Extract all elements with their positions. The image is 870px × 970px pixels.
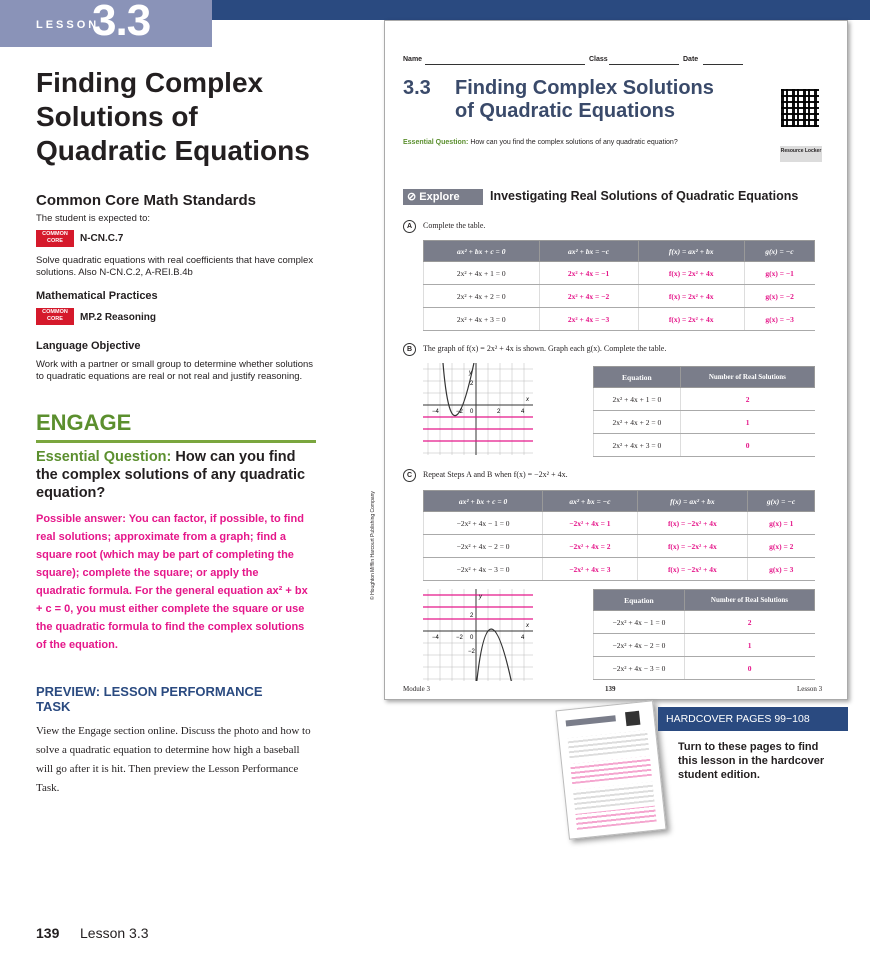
graph-2	[423, 589, 533, 681]
date-line	[703, 64, 743, 65]
answer-cell: 2	[684, 611, 814, 634]
graph-1	[423, 363, 533, 455]
table-cell: −2x² + 4x − 1 = 0	[594, 611, 685, 634]
answer-cell: g(x) = 3	[748, 558, 815, 581]
table-cell: −2x² + 4x − 2 = 0	[594, 634, 685, 657]
table-cell: 2x² + 4x + 2 = 0	[424, 285, 540, 308]
hardcover-text: Turn to these pages to find this lesson in the hardcover student edition.	[678, 741, 825, 781]
answer-cell: 0	[684, 657, 814, 680]
copyright-credit: © Houghton Mifflin Harcourt Publishing Company	[370, 491, 376, 600]
tick-label: 2	[497, 409, 501, 415]
step-c-icon: C	[403, 469, 416, 482]
eq-label: Essential Question:	[36, 449, 172, 465]
name-line	[425, 64, 585, 65]
step-a-text: Complete the table.	[423, 221, 486, 230]
explore-title: Investigating Real Solutions of Quadratic Equations	[490, 189, 799, 203]
answer-cell: f(x) = −2x² + 4x	[637, 512, 747, 535]
engage-heading: ENGAGE	[36, 410, 132, 435]
table-row	[594, 434, 815, 457]
tick-label: 0	[470, 635, 474, 641]
compass-icon: ⊘	[407, 191, 417, 203]
table-row	[424, 512, 815, 535]
table-cell: 2x² + 4x + 2 = 0	[594, 411, 681, 434]
step-b-icon: B	[403, 343, 416, 356]
resource-locker[interactable]: Resource Locker	[780, 146, 822, 162]
common-core-badge-2: COMMON CORE	[36, 308, 74, 325]
table-cell: −2x² + 4x − 2 = 0	[424, 535, 543, 558]
worksheet-number: 3.3	[403, 77, 431, 99]
answer-cell: f(x) = −2x² + 4x	[637, 535, 747, 558]
axis-label-x: x	[526, 397, 529, 403]
table-row	[424, 535, 815, 558]
answer-cell: f(x) = 2x² + 4x	[638, 308, 744, 331]
answer-cell: 2	[680, 388, 814, 411]
language-heading: Language Objective	[36, 340, 141, 352]
table-a	[423, 240, 815, 331]
tick-label: 2	[470, 381, 474, 387]
possible-answer: Possible answer: You can factor, if possible, to find real solutions; approximate from a graph; find a square root (which may be part of completing the square); complete the square; or apply the quadratic formula. For the general equation ax² + bx + c = 0, you must either complete the square or use the quadratic formula to find the complex solutions of the equation.	[36, 513, 308, 651]
table-b	[593, 366, 815, 457]
table-row	[594, 611, 815, 634]
col-header: f(x) = ax² + bx	[637, 491, 747, 512]
table-row	[594, 411, 815, 434]
worksheet-page	[384, 20, 848, 700]
worksheet-title-line1: Finding Complex Solutions	[455, 77, 714, 99]
worksheet-page-number: 139	[605, 685, 616, 693]
answer-cell: f(x) = 2x² + 4x	[638, 262, 744, 285]
tick-label: 0	[470, 409, 474, 415]
answer-cell: 0	[680, 434, 814, 457]
answer-cell: 1	[684, 634, 814, 657]
step-c-text: Repeat Steps A and B when f(x) = −2x² + 4x.	[423, 470, 568, 479]
col-header: ax² + bx = −c	[539, 241, 638, 262]
explore-text: Explore	[419, 191, 460, 203]
step-b-text: The graph of f(x) = 2x² + 4x is shown. Graph each g(x). Complete the table.	[423, 344, 667, 353]
tick-label: −2	[468, 649, 475, 655]
table-d	[593, 589, 815, 680]
standards-heading: Common Core Math Standards	[36, 192, 257, 209]
practice-code: MP.2 Reasoning	[80, 312, 156, 323]
worksheet-eq-label: Essential Question:	[403, 139, 469, 146]
hardcover-thumbnail	[555, 700, 666, 840]
class-line	[609, 64, 679, 65]
table-row	[594, 388, 815, 411]
worksheet-title-line2: of Quadratic Equations	[455, 100, 676, 122]
practices-heading: Mathematical Practices	[36, 290, 158, 302]
table-row	[424, 558, 815, 581]
answer-cell: g(x) = −3	[744, 308, 814, 331]
lesson-number: 3.3	[92, 0, 151, 45]
tick-label: −4	[432, 409, 439, 415]
answer-cell: 2x² + 4x = −3	[539, 308, 638, 331]
worksheet-lesson-label: Lesson 3	[797, 685, 823, 693]
tick-label: 2	[470, 613, 474, 619]
tick-label: 4	[521, 409, 525, 415]
common-core-badge: COMMON CORE	[36, 230, 74, 247]
axis-label-y: y	[479, 594, 482, 600]
answer-cell: −2x² + 4x = 2	[543, 535, 637, 558]
table-cell: −2x² + 4x − 3 = 0	[424, 558, 543, 581]
essential-question	[36, 448, 316, 502]
tick-label: 4	[521, 635, 525, 641]
col-header: g(x) = −c	[744, 241, 814, 262]
footer-lesson: Lesson 3.3	[80, 925, 149, 941]
answer-cell: g(x) = 1	[748, 512, 815, 535]
col-header: Number of Real Solutions	[680, 367, 814, 388]
tick-label: −2	[456, 635, 463, 641]
table-cell: 2x² + 4x + 3 = 0	[424, 308, 540, 331]
footer-page-number: 139	[36, 925, 60, 941]
module-label: Module 3	[403, 685, 431, 693]
standard-description: Solve quadratic equations with real coefficients that have complex solutions. Also N-CN.C.2, A-REI.B.4b	[36, 255, 314, 278]
col-header: f(x) = ax² + bx	[638, 241, 744, 262]
preview-heading: PREVIEW: LESSON PERFORMANCE TASK	[36, 684, 263, 714]
table-cell: 2x² + 4x + 1 = 0	[594, 388, 681, 411]
col-header: Equation	[594, 590, 685, 611]
col-header: Number of Real Solutions	[684, 590, 814, 611]
answer-cell: f(x) = 2x² + 4x	[638, 285, 744, 308]
table-cell: −2x² + 4x − 1 = 0	[424, 512, 543, 535]
standard-code: N-CN.C.7	[80, 233, 124, 244]
answer-cell: g(x) = 2	[748, 535, 815, 558]
table-row	[594, 657, 815, 680]
axis-label-x: x	[526, 623, 529, 629]
lesson-tab	[0, 0, 212, 47]
eq-text: How can you find the complex solutions of any quadratic equation?	[36, 449, 306, 501]
table-row	[594, 634, 815, 657]
answer-cell: 2x² + 4x = −2	[539, 285, 638, 308]
axis-label-y: y	[469, 370, 472, 376]
table-c	[423, 490, 815, 581]
hardcover-band: HARDCOVER PAGES 99−108	[658, 707, 848, 731]
page-title: Finding Complex Solutions of Quadratic Equations	[36, 67, 310, 166]
col-header: Equation	[594, 367, 681, 388]
step-a-icon: A	[403, 220, 416, 233]
answer-cell: 2x² + 4x = −1	[539, 262, 638, 285]
table-row	[424, 262, 815, 285]
standards-intro: The student is expected to:	[36, 213, 151, 224]
answer-cell: g(x) = −1	[744, 262, 814, 285]
worksheet-eq	[403, 139, 678, 146]
lesson-label: LESSON	[36, 19, 100, 31]
worksheet-eq-text: How can you find the complex solutions of any quadratic equation?	[470, 139, 678, 146]
tick-label: −2	[456, 409, 463, 415]
answer-cell: −2x² + 4x = 1	[543, 512, 637, 535]
col-header: ax² + bx = −c	[543, 491, 637, 512]
col-header: ax² + bx + c = 0	[424, 241, 540, 262]
table-row	[424, 285, 815, 308]
col-header: ax² + bx + c = 0	[424, 491, 543, 512]
worksheet-title	[403, 77, 714, 123]
name-label: Name	[403, 56, 423, 63]
col-header: g(x) = −c	[748, 491, 815, 512]
language-text: Work with a partner or small group to determine whether solutions to quadratic equations are real or not real and justify reasoning.	[36, 359, 314, 382]
table-row	[424, 308, 815, 331]
preview-text: View the Engage section online. Discuss the photo and how to solve a quadratic equation to determine how high a baseball will go after it is hit. Then preview the Lesson Performance Task.	[36, 725, 311, 794]
date-label: Date	[683, 56, 699, 63]
table-cell: −2x² + 4x − 3 = 0	[594, 657, 685, 680]
engage-rule	[36, 440, 316, 443]
table-cell: 2x² + 4x + 1 = 0	[424, 262, 540, 285]
answer-cell: g(x) = −2	[744, 285, 814, 308]
class-label: Class	[589, 56, 608, 63]
explore-label	[403, 189, 483, 205]
tick-label: −4	[432, 635, 439, 641]
answer-cell: −2x² + 4x = 3	[543, 558, 637, 581]
answer-cell: 1	[680, 411, 814, 434]
table-cell: 2x² + 4x + 3 = 0	[594, 434, 681, 457]
qr-code	[781, 89, 819, 127]
answer-cell: f(x) = −2x² + 4x	[637, 558, 747, 581]
